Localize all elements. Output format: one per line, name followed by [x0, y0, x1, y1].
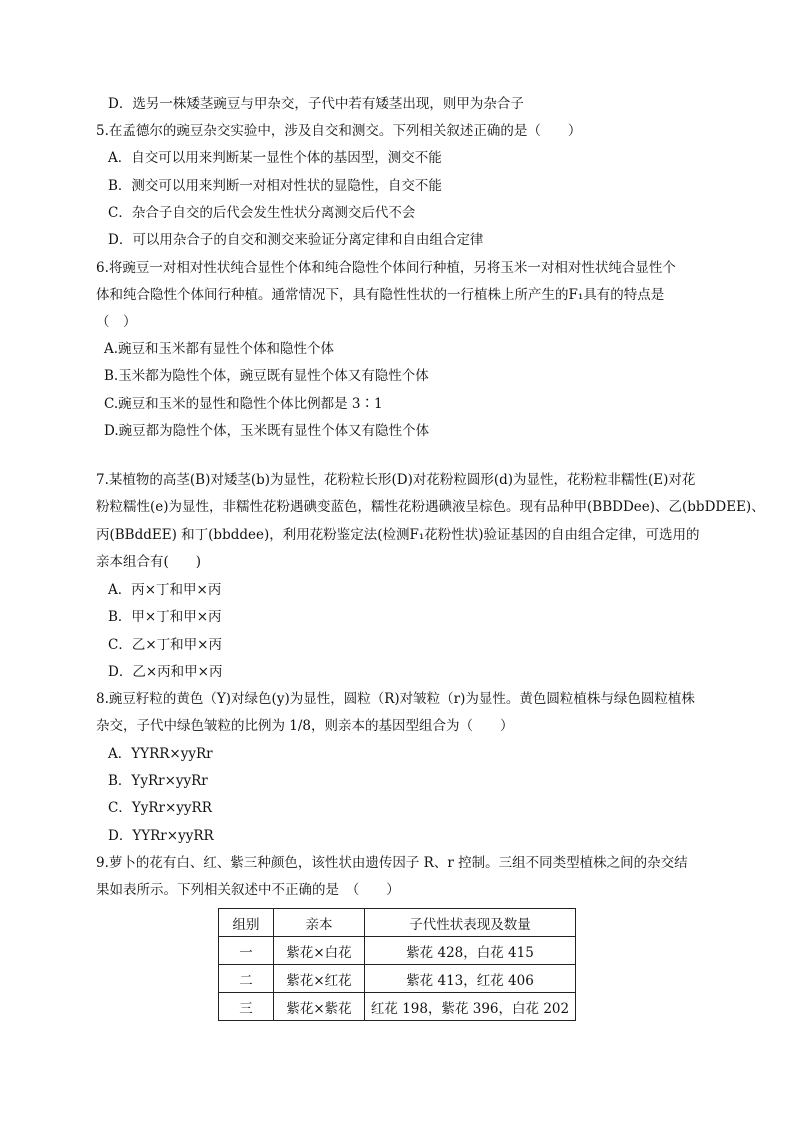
table-cell: 紫花 428，白花 415 [365, 937, 576, 965]
q6-option-a: A.豌豆和玉米都有显性个体和隐性个体 [104, 341, 335, 357]
q6-option-b: B.玉米都为隐性个体，豌豆既有显性个体又有隐性个体 [104, 368, 429, 384]
q6-option-d: D.豌豆都为隐性个体，玉米既有显性个体又有隐性个体 [104, 423, 430, 439]
q5-stem: 5.在孟德尔的豌豆杂交实验中，涉及自交和测交。下列相关叙述正确的是（ ） [96, 123, 582, 139]
table-cell: 一 [219, 937, 274, 965]
q8-stem-line2: 杂交，子代中绿色皱粒的比例为 1/8，则亲本的基因型组合为（ ） [96, 718, 514, 734]
q7-option-a: A．丙×丁和甲×丙 [108, 582, 222, 598]
q7-option-b: B．甲×丁和甲×丙 [108, 609, 222, 625]
q8-stem-line1: 8.豌豆籽粒的黄色（Y)对绿色(y)为显性，圆粒（R)对皱粒（r)为显性。黄色圆粒植株与绿色圆粒植株 [96, 691, 695, 707]
q7-option-c: C．乙×丁和甲×丙 [108, 637, 222, 653]
table-row [219, 937, 576, 965]
q9-stem-line1: 9.萝卜的花有白、红、紫三种颜色，该性状由遗传因子 R、r 控制。三组不同类型植株之间的杂交结 [96, 855, 688, 871]
table-header-row [219, 909, 576, 937]
q7-stem-line3: 丙(BBddEE) 和丁(bbddee)，利用花粉鉴定法(检测F₁花粉性状)验证基因的自由组合定律，可选用的 [96, 527, 700, 543]
table-row [219, 993, 576, 1021]
q4-option-d: D．选另一株矮茎豌豆与甲杂交，子代中若有矮茎出现，则甲为杂合子 [108, 96, 524, 112]
q6-stem-line2: 体和纯合隐性个体间行种植。通常情况下，具有隐性性状的一行植株上所产生的F₁具有的特点是 [96, 287, 665, 303]
q8-option-b: B．YyRr×yyRr [108, 773, 208, 789]
table-cell: 紫花 413，红花 406 [365, 965, 576, 993]
table-cell: 二 [219, 965, 274, 993]
table-cell: 紫花×白花 [274, 937, 365, 965]
q9-stem-line2: 果如表所示。下列相关叙述中不正确的是 （ ） [96, 882, 400, 898]
q6-stem-line3: （ ） [96, 314, 137, 330]
table-cell: 红花 198，紫花 396，白花 202 [365, 993, 576, 1021]
q7-stem-line4: 亲本组合有( ) [96, 554, 202, 570]
cross-results-table [218, 908, 576, 1021]
q7-stem-line1: 7.某植物的高茎(B)对矮茎(b)为显性，花粉粒长形(D)对花粉粒圆形(d)为显性，花粉粒非糯性(E)对花 [96, 472, 696, 488]
table-cell: 紫花×紫花 [274, 993, 365, 1021]
q8-option-d: D．YYRr×yyRR [108, 828, 214, 844]
table-header-cell: 亲本 [274, 909, 365, 937]
table-header-cell: 组别 [219, 909, 274, 937]
q5-option-c: C．杂合子自交的后代会发生性状分离测交后代不会 [108, 205, 416, 221]
q8-option-c: C．YyRr×yyRR [108, 800, 212, 816]
q6-stem-line1: 6.将豌豆一对相对性状纯合显性个体和纯合隐性个体间行种植，另将玉米一对相对性状纯合显性个 [96, 260, 676, 276]
q5-option-a: A．自交可以用来判断某一显性个体的基因型，测交不能 [108, 150, 442, 166]
q5-option-b: B．测交可以用来判断一对相对性状的显隐性，自交不能 [108, 178, 442, 194]
q5-option-d: D．可以用杂合子的自交和测交来验证分离定律和自由组合定律 [108, 232, 484, 248]
table-header-cell: 子代性状表现及数量 [365, 909, 576, 937]
table-cell: 三 [219, 993, 274, 1021]
q7-option-d: D．乙×丙和甲×丙 [108, 664, 223, 680]
q7-stem-line2: 粉粒糯性(e)为显性，非糯性花粉遇碘变蓝色，糯性花粉遇碘液呈棕色。现有品种甲(BBDDee)、乙(bbDDEE)、 [96, 499, 765, 515]
q6-option-c: C.豌豆和玉米的显性和隐性个体比例都是 3∶1 [104, 396, 383, 412]
q8-option-a: A．YYRR×yyRr [108, 746, 213, 762]
table-row [219, 965, 576, 993]
table-cell: 紫花×红花 [274, 965, 365, 993]
